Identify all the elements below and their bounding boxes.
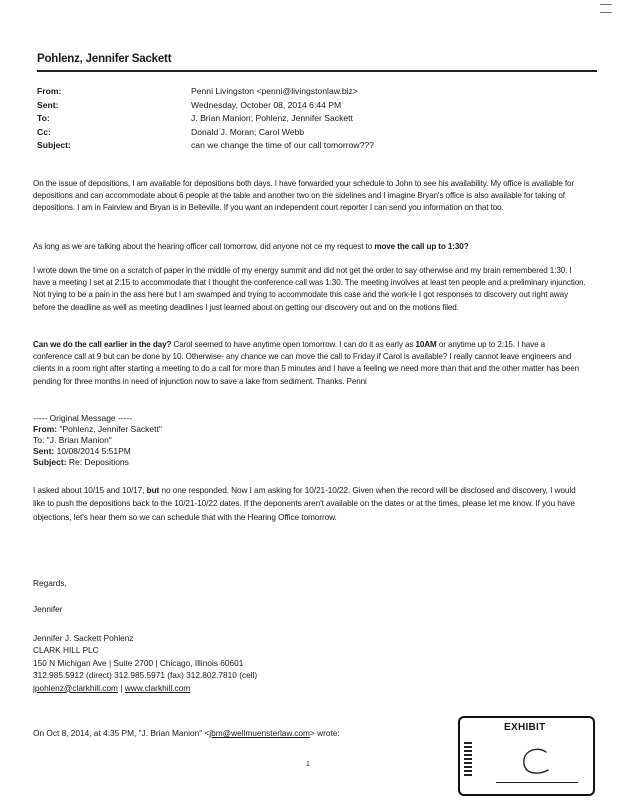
header-cc-row: [37, 126, 597, 140]
sent-value: Wednesday, October 08, 2014 6:44 PM: [191, 99, 342, 110]
orig-subject-label: Subject:: [33, 456, 67, 467]
email-signature: [33, 632, 257, 694]
header-from-row: [37, 85, 597, 99]
header-subject-row: [37, 139, 597, 153]
closing-first-name: Jennifer: [33, 604, 63, 614]
subject-label: Subject:: [37, 140, 71, 151]
to-value: J. Brian Manion; Pohlenz, Jennifer Sackett: [191, 113, 353, 124]
p4-bold-time: 10AM: [415, 340, 437, 349]
orig-sent-value: 10/08/2014 5:51PM: [56, 445, 131, 456]
exhibit-signature-line: [496, 782, 578, 783]
reply-text: I asked about 10/15 and 10/17,: [33, 485, 147, 495]
signature-address: 150 N Michigan Ave | Suite 2700 | Chicago, Illinois 60601: [33, 657, 244, 668]
orig-sent-row: [33, 446, 162, 457]
quote-suffix: > wrote:: [309, 728, 340, 738]
signature-firm: CLARK HILL PLC: [33, 645, 99, 656]
p2-bold-request: move the call up to 1:30?: [374, 242, 469, 251]
p4-text: Carol seemed to have anytime open tomorrow. I can do it as early as: [171, 340, 416, 349]
from-label: From:: [37, 86, 62, 96]
body-paragraph-1: On the issue of depositions, I am available for depositions both days. I have forwarded your schedule to John to see his availability. My office is available for depositions and can accommodate about 6 people at the table and another two on the sidelines and I imagine Bryan's office is also available for taking of depositions. I am in Fairview and Bryan is in Belleville. If you want an independent court reporter I can send you information on that too.: [33, 179, 575, 213]
body-paragraph-2: [33, 241, 586, 253]
to-label: To:: [37, 113, 50, 124]
p4-bold-question: Can we do the call earlier in the day?: [33, 340, 172, 349]
header-to-row: [37, 112, 597, 126]
page-id-mark: [600, 4, 614, 13]
p4-text-cont: or anytime up to 2:15. I have a conference call at 9 but can be done by 10. Otherwise- any chance we can move the call to Friday if Carol is available? I really cannot leave engineers and clients in a room right after starting a meeting to do a call for more than 5 minutes and I have a feeling we need more than that and the other matter has been pending for three months in need of injunction now to save a lake from sediment. Thanks. Penni: [33, 340, 580, 386]
signature-link-separator: |: [117, 682, 125, 693]
signature-full-name: Jennifer J. Sackett Pohlenz: [33, 633, 134, 643]
p2-text: As long as we are talking about the hearing officer call tomorrow, did anyone not ce my request to: [33, 242, 375, 251]
exhibit-handwritten-letter: [516, 744, 556, 780]
orig-to-value: "J. Brian Manion": [46, 434, 112, 445]
email-header: [37, 85, 597, 153]
exhibit-side-print: [464, 742, 472, 776]
reply-paragraph: [33, 484, 589, 524]
orig-to-row: [33, 435, 162, 446]
original-message-separator: ----- Original Message -----: [33, 413, 133, 423]
orig-from-row: [33, 424, 162, 435]
cc-label: Cc:: [37, 126, 51, 137]
page-number: 1: [306, 761, 310, 768]
exhibit-title: EXHIBIT: [504, 722, 546, 733]
original-message-header: [33, 413, 162, 468]
orig-sent-label: Sent:: [33, 445, 55, 456]
mailbox-owner-name: Pohlenz, Jennifer Sackett: [37, 53, 172, 65]
orig-from-label: From:: [33, 423, 58, 434]
quoted-message-intro: [33, 728, 340, 738]
signature-website-link[interactable]: www.clarkhill.com: [124, 682, 191, 693]
exhibit-sticker: [458, 716, 595, 796]
reply-text-cont: no one responded. Now I am asking for 10/21-10/22. Given when the record will be disclosed and discovery, I would like to push the depositions back to the 10/21-10/22 dates. If the deponents aren't available on the dates or at the times, please let me know. If you have objections, let's hear them so we can schedule that with the Hearing Office tomorrow.: [33, 485, 576, 522]
cc-value: Donald J. Moran; Carol Webb: [191, 126, 305, 137]
header-divider: [37, 70, 597, 72]
signature-email-link[interactable]: jpohlenz@clarkhill.com: [33, 682, 118, 693]
subject-value: can we change the time of our call tomorrow???: [191, 140, 374, 151]
from-value: Penni Livingston <penni@livingstonlaw.biz>: [191, 86, 358, 96]
header-sent-row: [37, 99, 597, 113]
orig-from-value: "Pohlenz, Jennifer Sackett": [59, 423, 162, 434]
body-paragraph-4: [33, 339, 586, 388]
quote-prefix: On Oct 8, 2014, at 4:35 PM, "J. Brian Manion" <: [33, 728, 210, 738]
closing-regards: Regards,: [33, 578, 67, 588]
orig-subject-value: Re: Depositions: [68, 456, 129, 467]
reply-bold-word: but: [146, 485, 160, 495]
body-paragraph-3: I wrote down the time on a scratch of paper in the middle of my energy summit and did not get the order to say otherwise and my brain remembered 1:30. I have a meeting I set at 2:15 to accommodate that I thought the conference call was 1:30. The meeting involves at least ten people and a preliminary injunction. Not trying to be a pain in the ass here but I am swamped and trying to accommodate this case and the work-le I got responses to discovery out right away before the deadline as well as meeting deadlines I just learned about on getting our discovery out and on the motions filed.: [33, 266, 586, 312]
orig-subject-row: [33, 457, 162, 468]
quote-email-link[interactable]: jbm@wellmuensterlaw.com: [209, 728, 310, 738]
signature-phones: 312.985.5912 (direct) 312.985.5971 (fax) 312.802.7810 (cell): [33, 670, 258, 681]
signature-links: [33, 682, 257, 694]
orig-to-label: To:: [33, 434, 45, 445]
sent-label: Sent:: [37, 99, 59, 110]
